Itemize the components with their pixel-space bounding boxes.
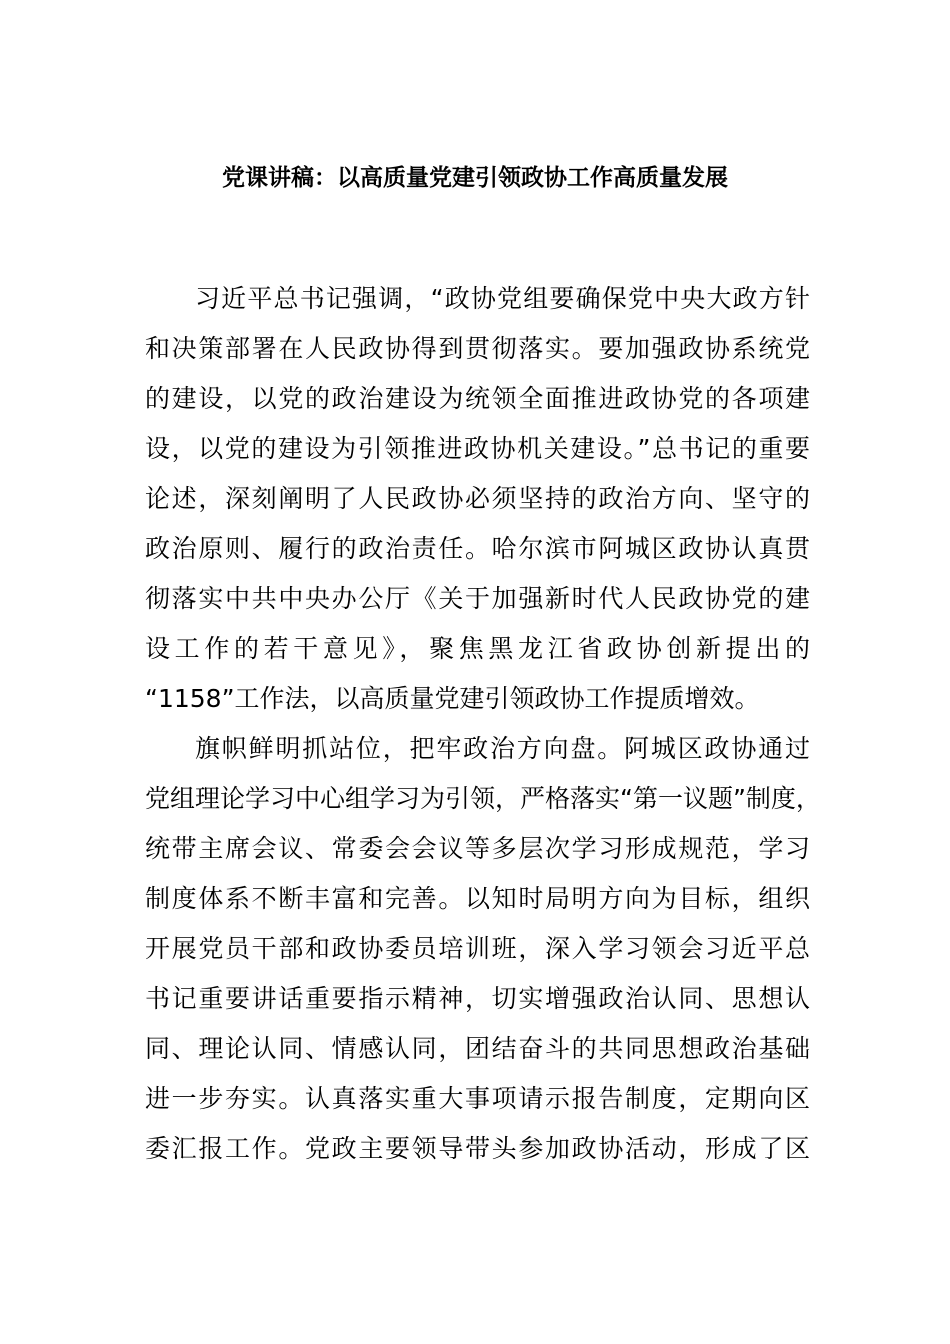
text-line: 开展党员干部和政协委员培训班，深入学习领会习近平总: [145, 934, 810, 963]
text-line: 同、理论认同、情感认同，团结奋斗的共同思想政治基础: [145, 1034, 810, 1063]
text-line: 书记重要讲话重要指示精神，切实增强政治认同、思想认: [145, 984, 810, 1013]
text-line: 党组理论学习中心组学习为引领，严格落实“第一议题”制度，: [145, 784, 821, 813]
text-line: 进一步夯实。认真落实重大事项请示报告制度，定期向区: [145, 1084, 810, 1113]
text-line: 政治原则、履行的政治责任。哈尔滨市阿城区政协认真贯: [145, 534, 810, 563]
text-line: 统带主席会议、常委会会议等多层次学习形成规范，学习: [145, 834, 810, 863]
text-line: 设，以党的建设为引领推进政协机关建设。”总书记的重要: [145, 434, 810, 463]
text-line: 论述，深刻阐明了人民政协必须坚持的政治方向、坚守的: [145, 484, 810, 513]
document-title: 党课讲稿：以高质量党建引领政协工作高质量发展: [222, 165, 728, 191]
text-line: 彻落实中共中央办公厅《关于加强新时代人民政协党的建: [145, 584, 810, 613]
text-line: 旗帜鲜明抓站位，把牢政治方向盘。阿城区政协通过: [195, 734, 810, 763]
text-line: 和决策部署在人民政协得到贯彻落实。要加强政协系统党: [145, 334, 810, 363]
text-line: 的建设，以党的政治建设为统领全面推进政协党的各项建: [145, 384, 810, 413]
text-line: 设工作的若干意见》，聚焦黑龙江省政协创新提出的: [145, 634, 810, 663]
text-line: 制度体系不断丰富和完善。以知时局明方向为目标，组织: [145, 884, 810, 913]
text-line: “1158”工作法，以高质量党建引领政协工作提质增效。: [145, 684, 760, 713]
text-line: 委汇报工作。党政主要领导带头参加政协活动，形成了区: [145, 1134, 810, 1163]
text-line: 习近平总书记强调，“政协党组要确保党中央大政方针: [195, 284, 810, 313]
